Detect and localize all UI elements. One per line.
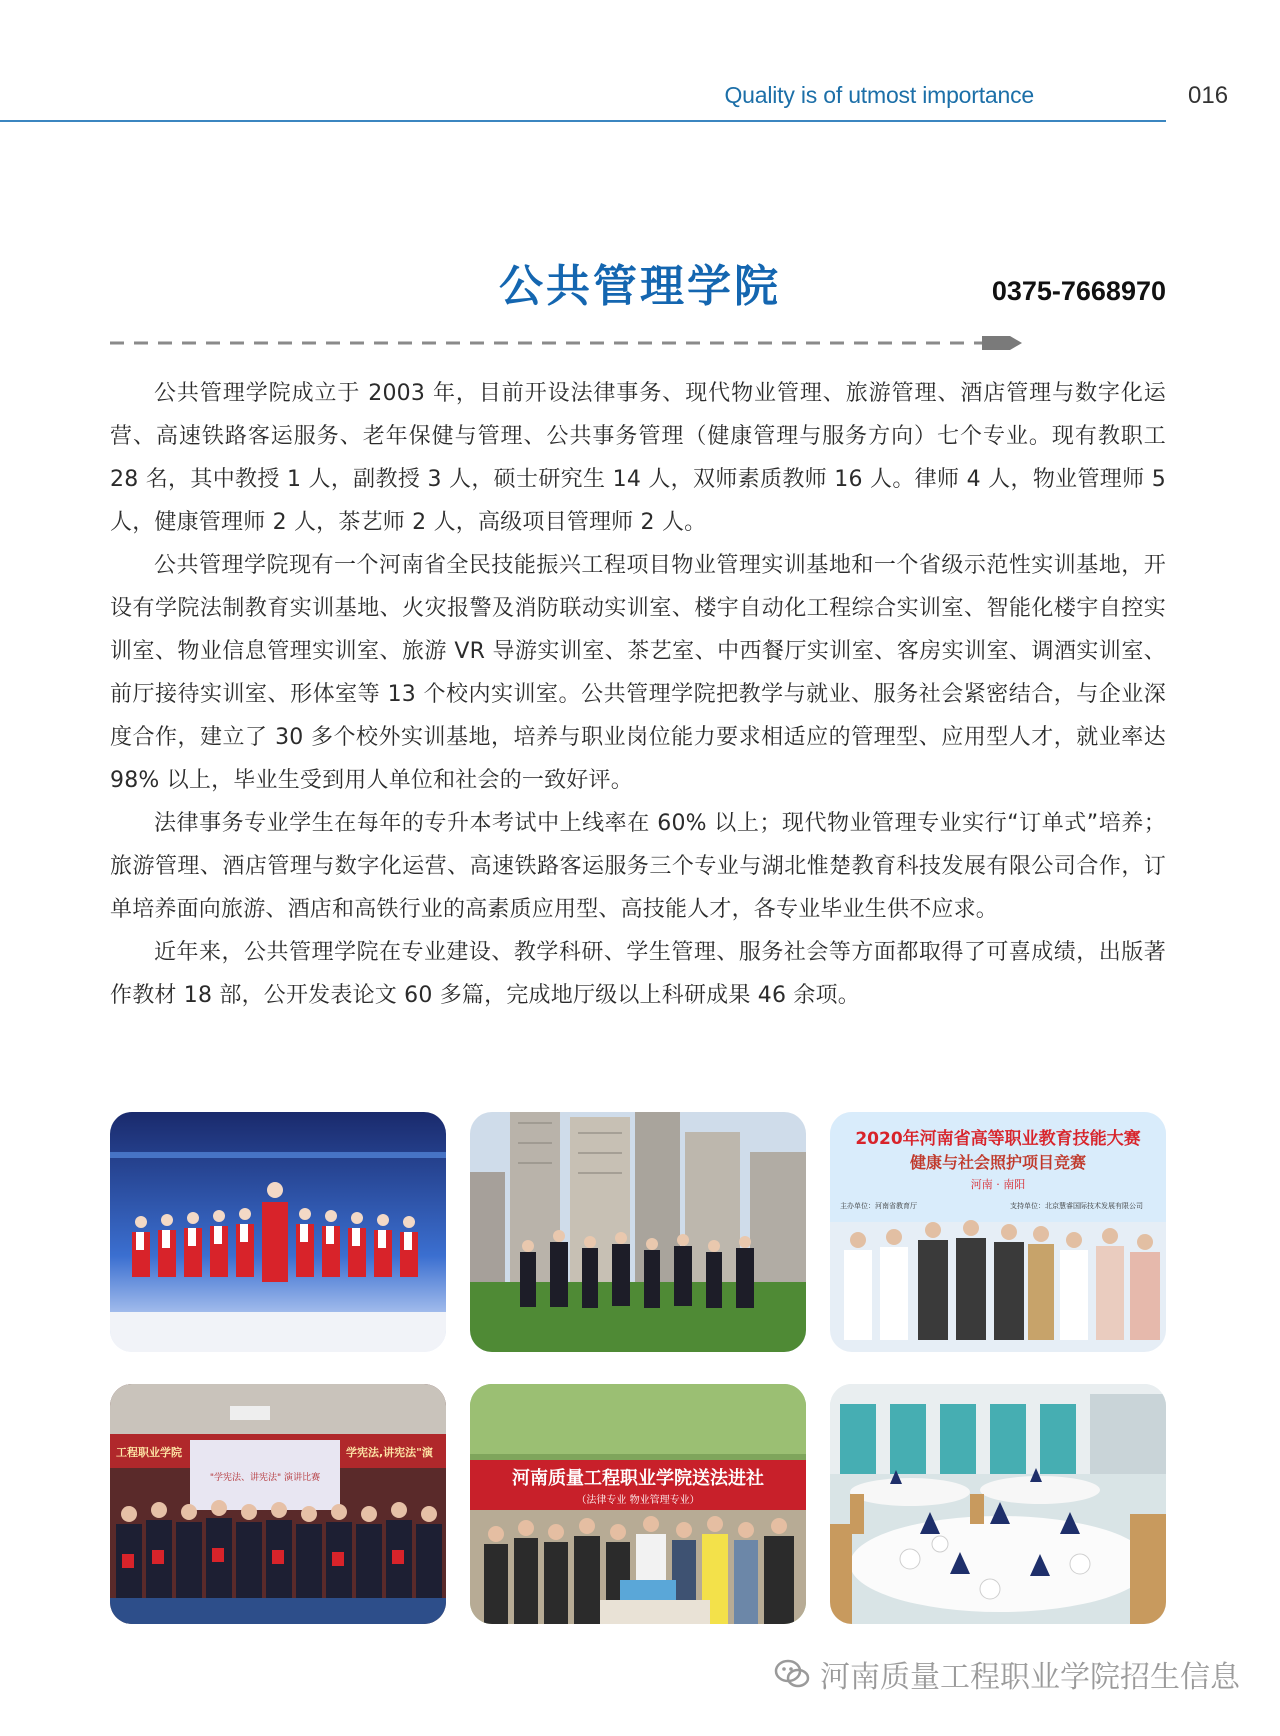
p3-banner-line3: 河南 · 南阳 (970, 1178, 1026, 1191)
p4-screen: "学宪法、讲宪法" 演讲比赛 (209, 1473, 321, 1483)
watermark (774, 1652, 1240, 1696)
page-title: 公共管理学院 (499, 261, 781, 312)
photo-banquet-training-room (830, 1384, 1166, 1624)
header-tagline: Quality is of utmost importance (724, 82, 1034, 108)
photo-campus-walk (470, 1112, 806, 1352)
p5-sub: （法律专业 物业管理专业） (576, 1495, 700, 1506)
phone-number: 0375-7668970 (991, 276, 1166, 306)
page-number: 016 (1188, 82, 1229, 109)
header-rule (0, 120, 1166, 122)
watermark-text: 河南质量工程职业学院招生信息 (820, 1660, 1240, 1695)
p3-small2: 支持单位：北京慧睿国际技术发展有限公司 (1010, 1202, 1143, 1210)
p3-small1: 主办单位：河南省教育厅 (840, 1202, 917, 1210)
p4-banner-right: 学宪法,讲宪法"演 (346, 1446, 433, 1459)
p5-banner: 河南质量工程职业学院送法进社 (512, 1468, 764, 1489)
paragraph-3: 法律事务专业学生在每年的专升本考试中上线率在 60% 以上；现代物业管理专业实行“订单式”培养；旅游管理、酒店管理与数字化运营、高速铁路客运服务三个专业与湖北惟楚教育科技发展有限公司合作，订单培养面向旅游、酒店和高铁行业的高素质应用型、高技能人才，各专业毕业生供不应求。 (110, 811, 1166, 922)
paragraph-1: 公共管理学院成立于 2003 年，目前开设法律事务、现代物业管理、旅游管理、酒店管理与数字化运营、高速铁路客运服务、老年保健与管理、公共事务管理（健康管理与服务方向）七个专业。现有教职工 28 名，其中教授 1 人，副教授 3 人，硕士研究生 14 人，双师素质教师 16 人。律师 4 人，物业管理师 5 人，健康管理师 2 人，茶艺师 2 人，高级项目管理师 2 人。 (110, 381, 1166, 535)
paragraph-4: 近年来，公共管理学院在专业建设、教学科研、学生管理、服务社会等方面都取得了可喜成绩，出版著作教材 18 部，公开发表论文 60 多篇，完成地厅级以上科研成果 46 余项。 (110, 940, 1166, 1008)
photo-skills-competition (830, 1112, 1166, 1352)
photo-law-outreach (470, 1384, 806, 1624)
photo-speech-contest (110, 1384, 446, 1624)
paragraph-2: 公共管理学院现有一个河南省全民技能振兴工程项目物业管理实训基地和一个省级示范性实训基地，开设有学院法制教育实训基地、火灾报警及消防联动实训室、楼宇自动化工程综合实训室、智能化楼宇自控实训室、物业信息管理实训室、旅游 VR 导游实训室、茶艺室、中西餐厅实训室、客房实训室、调酒实训室、前厅接待实训室、形体室等 13 个校内实训室。公共管理学院把教学与就业、服务社会紧密结合，与企业深度合作，建立了 30 多个校外实训基地，培养与职业岗位能力要求相适应的管理型、应用型人才，就业率达 98% 以上，毕业生受到用人单位和社会的一致好评。 (110, 553, 1166, 793)
p4-banner-left: 工程职业学院 (116, 1446, 182, 1459)
wechat-icon (774, 1658, 810, 1690)
body-text (110, 372, 1166, 1017)
p3-banner-line1: 2020年河南省高等职业教育技能大赛 (855, 1129, 1141, 1149)
photo-stage-performance (110, 1112, 446, 1352)
dashed-arrow-divider (110, 332, 1022, 354)
p3-banner-line2: 健康与社会照护项目竞赛 (909, 1153, 1087, 1172)
